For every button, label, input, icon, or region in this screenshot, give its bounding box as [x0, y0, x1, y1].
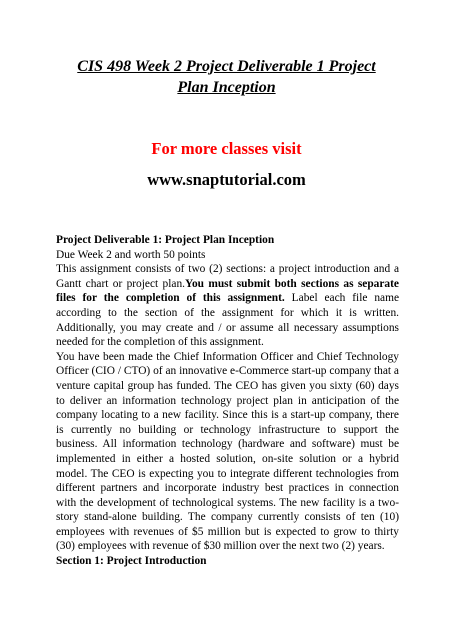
document-body: [56, 233, 399, 569]
website-link[interactable]: www.snaptutorial.com: [147, 170, 306, 189]
promo-text: For more classes visit: [151, 139, 302, 158]
document-title: [40, 56, 413, 98]
paragraph-assignment: [56, 262, 399, 350]
title-line-1: CIS 498 Week 2 Project Deliverable 1 Project: [77, 58, 376, 75]
section-heading: Project Deliverable 1: Project Plan Inception: [56, 234, 275, 246]
paragraph-assignment-emphasis: You must submit both sections as separate files for the completion of this assignment.: [56, 277, 399, 305]
paragraph-assignment-end: Label each file name according to the section of the assignment for which it is written. Additionally, you may create and / or assume all necessary assumptions needed for the completion of this assignment.: [56, 292, 399, 349]
paragraph-assignment-start: This assignment consists of two (2) sections: a project introduction and a Gantt chart or project plan.: [56, 263, 399, 290]
section-1-heading: Section 1: Project Introduction: [56, 555, 207, 568]
paragraph-scenario: You have been made the Chief Information Officer and Chief Technology Officer (CIO / CTO) of an innovative e-Commerce start-up company that a venture capital group has funded. The CEO has given you sixty (60) days to deliver an information technology project plan in anticipation of the company locating to a new facility. Since this is a start-up company, there is currently no building or technology infrastructure to support the business. All information technology (hardware and software) must be implemented in either a hosted solution, on-site solution or a hybrid model. The CEO is expecting you to integrate different technologies from different partners and incorporate industry best practices in connection with the development of technological systems. The new facility is a two-story stand-alone building. The company currently consists of ten (10) employees with revenues of $5 million but is expected to grow to thirty (30) employees with revenue of $30 million over the next two (2) years.: [56, 350, 399, 553]
title-line-2: Plan Inception: [177, 79, 276, 96]
due-line: Due Week 2 and worth 50 points: [56, 248, 206, 261]
